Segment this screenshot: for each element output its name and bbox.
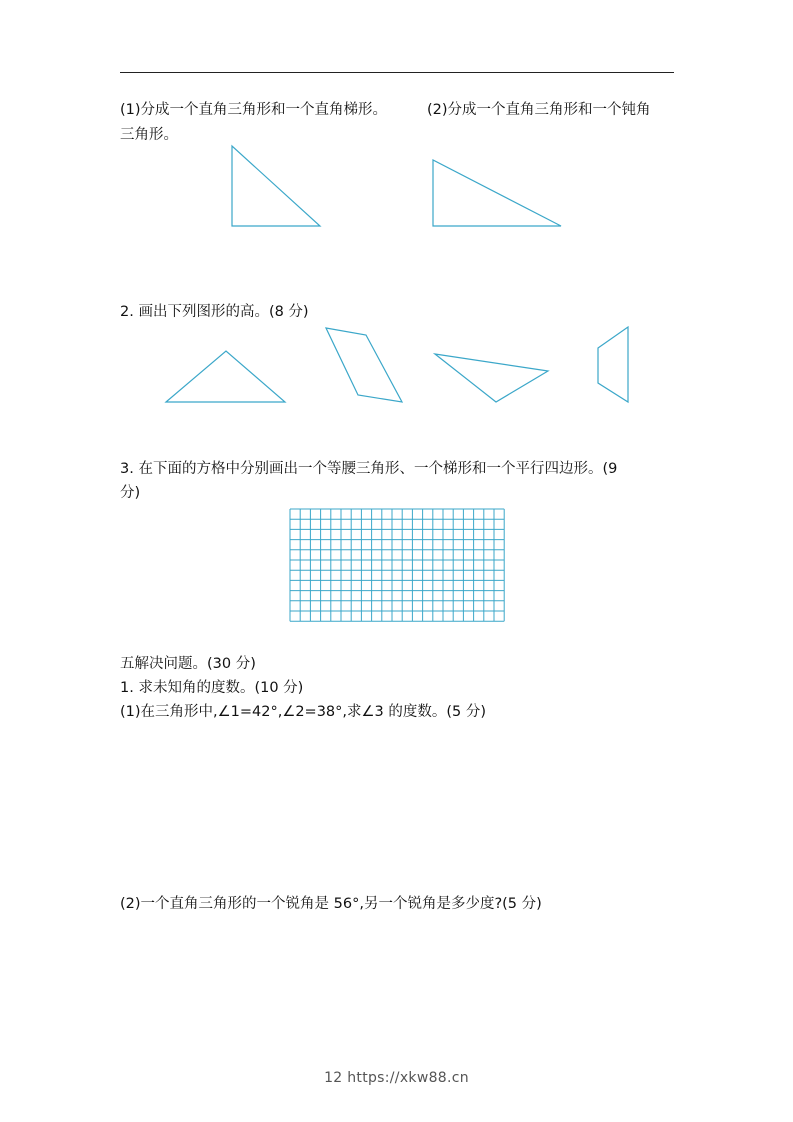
q2-text: 2. 画出下列图形的高。(8 分)	[120, 304, 309, 320]
q1-right-text-line2: 三角形。	[120, 127, 178, 143]
q3-text-line2: 分)	[120, 485, 141, 501]
section5-q1-2-text: (2)一个直角三角形的一个锐角是 56°,另一个锐角是多少度?(5 分)	[120, 896, 542, 912]
q2-triangle-1	[166, 351, 285, 402]
right-triangle-1	[232, 146, 320, 226]
footer-page-url: 12 https://xkw88.cn	[324, 1070, 469, 1086]
q1-right-text-line1: (2)分成一个直角三角形和一个钝角	[427, 102, 651, 118]
q1-left-text: (1)分成一个直角三角形和一个直角梯形。	[120, 102, 388, 118]
square-grid	[290, 509, 504, 621]
section5-q1-text: 1. 求未知角的度数。(10 分)	[120, 680, 304, 696]
q2-triangle-2	[435, 354, 548, 402]
q2-trapezoid	[598, 327, 628, 402]
section5-q1-1-text: (1)在三角形中,∠1=42°,∠2=38°,求∠3 的度数。(5 分)	[120, 704, 486, 720]
section5-title: 五解决问题。(30 分)	[120, 656, 256, 672]
right-triangle-2	[433, 160, 561, 226]
q3-text-line1: 3. 在下面的方格中分别画出一个等腰三角形、一个梯形和一个平行四边形。(9	[120, 461, 618, 477]
q2-parallelogram	[326, 328, 402, 402]
